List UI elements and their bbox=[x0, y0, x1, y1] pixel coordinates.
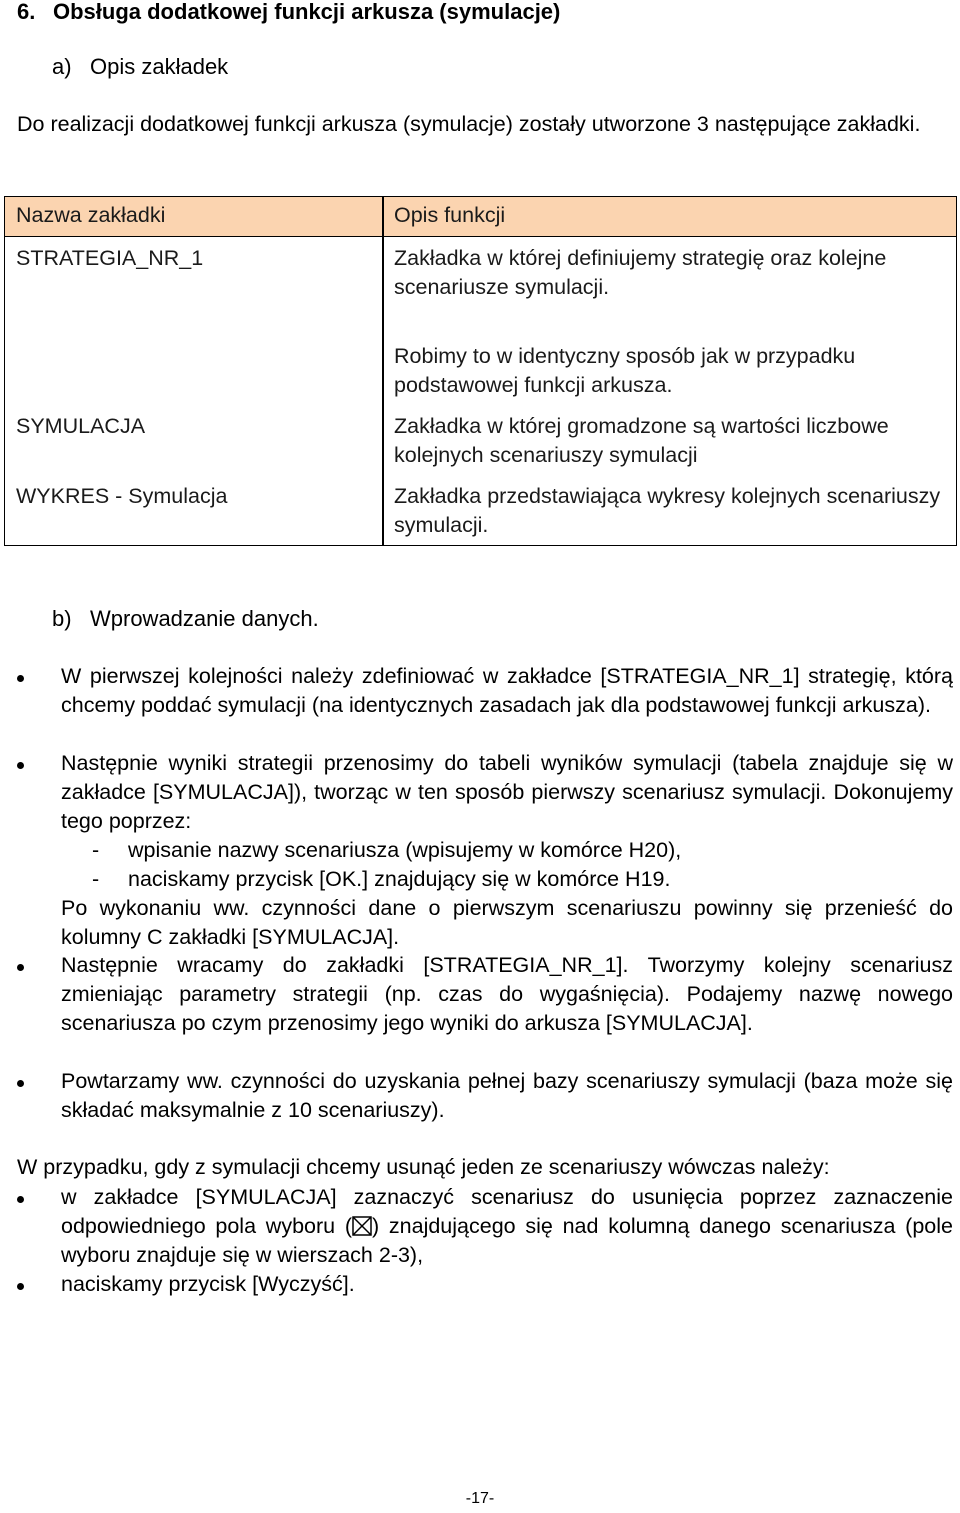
subsection-b-title: Wprowadzanie danych. bbox=[90, 606, 319, 631]
section-heading bbox=[17, 0, 560, 26]
removal-step-1 bbox=[61, 1183, 953, 1270]
page-number: -17- bbox=[465, 1490, 495, 1507]
step-2-dash-2-text: naciskamy przycisk [OK.] znajdujący się w komórce H19. bbox=[128, 867, 671, 891]
dash-icon: - bbox=[92, 838, 100, 862]
subsection-a-letter: a) bbox=[52, 54, 72, 79]
bullet-icon bbox=[17, 675, 31, 689]
step-4-text: Powtarzamy ww. czynności do uzyskania pełnej bazy scenariuszy symulacji (baza może się składać maksymalnie z 10 scenariuszy). bbox=[61, 1069, 953, 1122]
step-2-dash-1-text: wpisanie nazwy scenariusza (wpisujemy w komórce H20), bbox=[128, 838, 682, 862]
dash-icon: - bbox=[92, 867, 100, 891]
table-header-name: Nazwa zakładki bbox=[16, 203, 166, 227]
table-row-2-name: SYMULACJA bbox=[16, 414, 146, 438]
checked-box-icon bbox=[352, 1215, 372, 1235]
section-number: 6. bbox=[17, 0, 36, 24]
bullet-icon bbox=[17, 1283, 31, 1297]
step-2-dash-1 bbox=[92, 836, 681, 865]
removal-step-1-end: ) znajdującego się nad kolumną danego scenariusza (pole wyboru znajduje się w wierszach 2-3), bbox=[61, 1214, 953, 1267]
bullet-icon bbox=[17, 1080, 31, 1094]
table-row-1-desc: Zakładka w której definiujemy strategię oraz kolejne scenariusze symulacji. bbox=[394, 246, 887, 299]
table-row-3-name: WYKRES - Symulacja bbox=[16, 484, 228, 508]
table-header-description: Opis funkcji bbox=[394, 203, 506, 227]
step-2-text: Następnie wyniki strategii przenosimy do tabeli wyników symulacji (tabela znajduje się w zakładce [SYMULACJA]), tworząc w ten sposób pierwszy scenariusz symulacji. Dokonujemy tego poprzez: bbox=[61, 751, 953, 833]
subsection-b-heading bbox=[52, 604, 319, 633]
section-title: Obsługa dodatkowej funkcji arkusza (symulacje) bbox=[53, 0, 561, 24]
table-column-divider bbox=[382, 197, 384, 545]
intro-paragraph: Do realizacji dodatkowej funkcji arkusza (symulacje) zostały utworzone 3 następujące zakładki. bbox=[17, 112, 921, 136]
table-row-2-desc: Zakładka w której gromadzone są wartości liczbowe kolejnych scenariuszy symulacji bbox=[394, 414, 889, 467]
bullet-icon bbox=[17, 964, 31, 978]
table-row-1-desc-note: Robimy to w identyczny sposób jak w przypadku podstawowej funkcji arkusza. bbox=[394, 344, 856, 397]
removal-step-1-start: w zakładce [SYMULACJA] zaznaczyć scenariusz do usunięcia poprzez zaznaczenie odpowiedniego pola wyboru ( bbox=[61, 1185, 953, 1238]
step-1-text: W pierwszej kolejności należy zdefiniować w zakładce [STRATEGIA_NR_1] strategię, którą chcemy poddać symulacji (na identycznych zasadach jak dla podstawowej funkcji arkusza). bbox=[61, 664, 953, 717]
table-row-3-desc: Zakładka przedstawiająca wykresy kolejnych scenariuszy symulacji. bbox=[394, 484, 941, 537]
bullet-icon bbox=[17, 762, 31, 776]
removal-step-2: naciskamy przycisk [Wyczyść]. bbox=[61, 1272, 355, 1296]
step-2-dash-2 bbox=[92, 865, 670, 894]
table-row-1-name: STRATEGIA_NR_1 bbox=[16, 246, 204, 270]
bullet-icon bbox=[17, 1196, 31, 1210]
subsection-a-heading bbox=[52, 52, 228, 81]
step-2-after-text: Po wykonaniu ww. czynności dane o pierwszym scenariuszu powinny się przenieść do kolumny C zakładki [SYMULACJA]. bbox=[61, 896, 953, 949]
subsection-a-title: Opis zakładek bbox=[90, 54, 229, 79]
step-3-text: Następnie wracamy do zakładki [STRATEGIA_NR_1]. Tworzymy kolejny scenariusz zmieniając parametry strategii (np. czas do wygaśnięcia). Podajemy nazwę nowego scenariusza po czym przenosimy jego wyniki do arkusza [SYMULACJA]. bbox=[61, 953, 953, 1035]
tabs-table bbox=[4, 196, 957, 546]
subsection-b-letter: b) bbox=[52, 606, 72, 631]
removal-intro: W przypadku, gdy z symulacji chcemy usunąć jeden ze scenariuszy wówczas należy: bbox=[17, 1155, 830, 1179]
